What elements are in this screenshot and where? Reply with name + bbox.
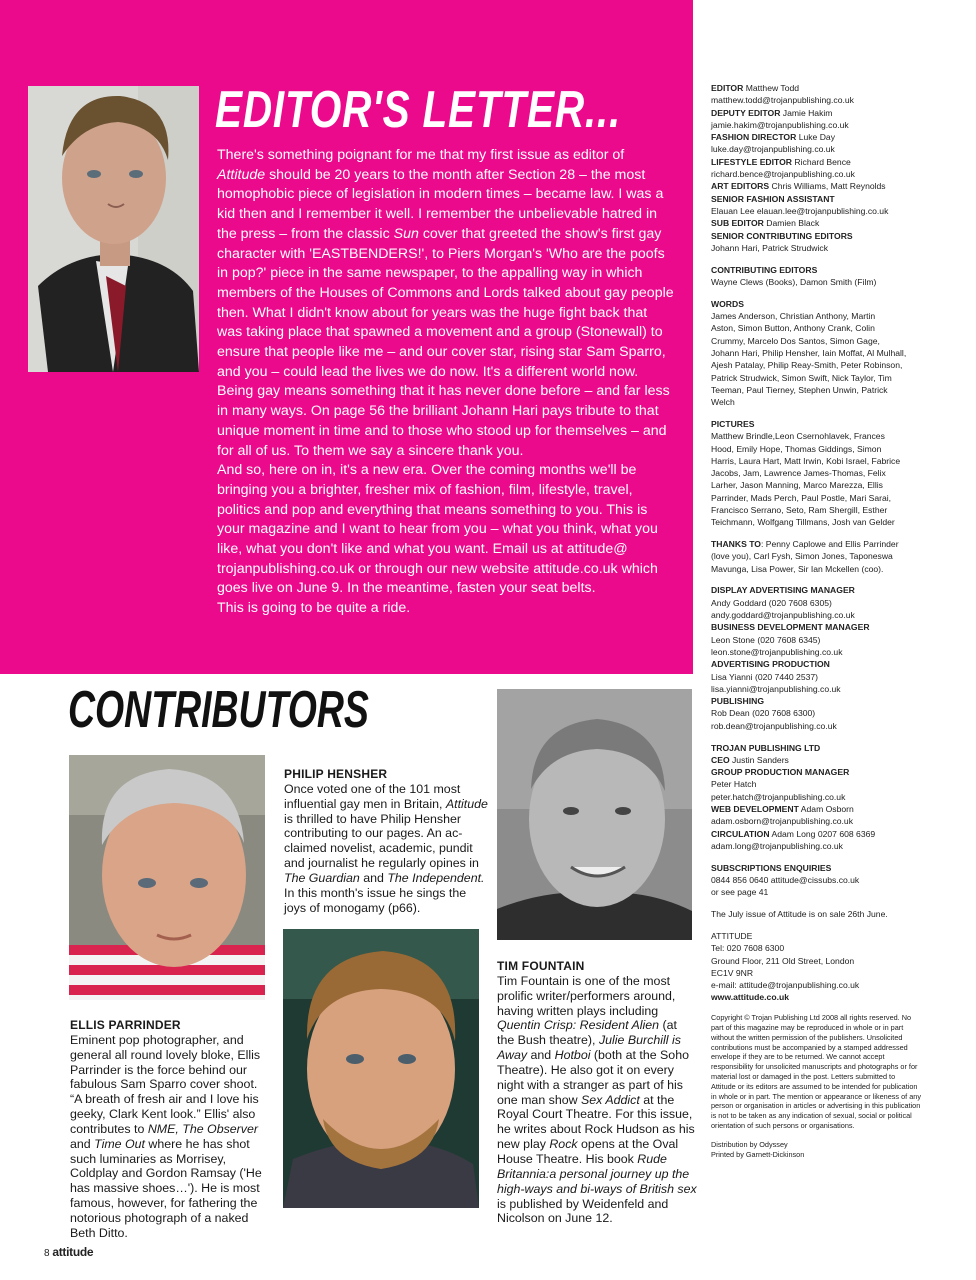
masthead-line: PUBLISHING — [711, 696, 764, 707]
masthead-credits — [711, 82, 921, 1169]
masthead-line: Mavunga, Lisa Power, Sir Ian Mckellen (coo). — [711, 563, 884, 574]
masthead-group — [711, 264, 921, 289]
masthead-line: SENIOR FASHION ASSISTANT — [711, 193, 835, 204]
masthead-line: Johann Hari, Patrick Strudwick — [711, 242, 829, 253]
masthead-line: DISPLAY ADVERTISING MANAGER — [711, 585, 855, 596]
masthead-line: Elauan Lee elauan.lee@trojanpublishing.co.uk — [711, 205, 889, 216]
philip-hensher-photo — [283, 929, 479, 1208]
masthead-line: EDITOR Matthew Todd — [711, 83, 800, 93]
masthead-group — [711, 930, 921, 1004]
masthead-line: Andy Goddard (020 7608 6305) — [711, 597, 832, 608]
masthead-line: Rob Dean (020 7608 6300) — [711, 708, 816, 719]
masthead-group — [711, 538, 921, 575]
masthead-line: WORDS — [711, 298, 744, 309]
masthead-line: LIFESTYLE EDITOR Richard Bence — [711, 156, 851, 167]
masthead-line: ATTITUDE — [711, 930, 753, 941]
masthead-line: e-mail: attitude@trojanpublishing.co.uk — [711, 980, 860, 991]
masthead-line: www.attitude.co.uk — [711, 992, 789, 1003]
contributor-bio-ellis-parrinder — [70, 1018, 270, 1241]
masthead-group — [711, 1013, 921, 1131]
masthead-line: CIRCULATION Adam Long 0207 608 6369 — [711, 828, 876, 839]
masthead-group — [711, 1140, 921, 1160]
contributor-bio-tim-fountain — [497, 959, 697, 1226]
masthead-line: CONTRIBUTING EDITORS — [711, 264, 818, 275]
editor-portrait-photo — [28, 86, 199, 372]
masthead-line: Welch — [711, 397, 735, 408]
masthead-line: FASHION DIRECTOR Luke Day — [711, 132, 836, 143]
masthead-line: luke.day@trojanpublishing.co.uk — [711, 144, 835, 155]
masthead-line: or see page 41 — [711, 887, 769, 898]
masthead-group — [711, 584, 921, 732]
masthead-group — [711, 82, 921, 254]
contributor-name: TIM FOUNTAIN — [497, 959, 585, 973]
masthead-group — [711, 418, 921, 529]
masthead-line: Crummy, Marcelo Dos Santos, Simon Gage, — [711, 335, 880, 346]
editors-letter-paragraph: There's something poignant for me that my first issue as editor of Attitude should be 20 years to the month after Section 28 – the most homophobic piece of legislation in modern times – became law. I was a kid then and I remember it well. I remember the unbelievable hatred in the press – from the classic Sun cover that greeted the show's first gay character with 'EASTBENDERS!', to Piers Morgan's 'Who are the poofs in pop?' piece in the same newspaper, to the appalling way in which members of the Houses of Commons and Lords talked about gay people then. What I didn't know about for years was the huge fight back that was taking place that spawned a movement and a group (Stonewall) to ensure that people like me – and our cover star, rising star Sam Sparro, and you – could lead the lives we do now. It's a different world now. Being gay means something that it has never done before – and far less in many ways. On page 56 the brilliant Johann Hari pays tribute to that unique moment in time and to those who stood up for themselves – and for all of us. To them we say a sincere thank you. — [217, 147, 674, 459]
masthead-line: SENIOR CONTRIBUTING EDITORS — [711, 230, 853, 241]
masthead-line: Jacobs, Jam, Lawrence James-Thomas, Felix — [711, 468, 886, 479]
contributor-bio-text: Tim Fountain is one of the most prolific writer/performers around, having written plays including Quentin Crisp: Resident Alien (at the Bush theatre), Julie Burchill is Away and Hotboi (both at the Soho Theatre). He also got it on every night with a stranger as part of his one man show Sex Addict at the Royal Court Theatre. For this issue, he writes about Rock Hudson as his new play Rock opens at the Oval House Theatre. His book Rude Britannia:a personal journey up the high-ways and bi-ways of British sex is published by Weidenfeld and Nicolson on June 12. — [497, 973, 697, 1226]
masthead-line: THANKS TO: Penny Caplowe and Ellis Parrinder — [711, 539, 899, 550]
editors-letter-paragraph: And so, here on in, it's a new era. Over the coming months we'll be bringing you a brighter, fresher mix of fashion, film, lifestyle, travel, politics and pop and everything that means something to you. This is your magazine and I want to hear from you – what you think, what you like, what you don't like and what you want. Email us at attitude@ trojanpublishing.co.uk or through our new website attitude.co.uk which goes live on June 9. In the meantime, fasten your seat belts. — [217, 462, 658, 597]
masthead-line: Hood, Emily Hope, Thomas Giddings, Simon — [711, 443, 882, 454]
masthead-line: Printed by Garnett-Dickinson — [711, 1150, 805, 1160]
masthead-line: Larher, Jason Manning, Marco Marezza, Ellis — [711, 480, 883, 491]
ellis-parrinder-photo — [69, 755, 265, 1000]
masthead-line: Johann Hari, Philip Hensher, Iain Moffat, Al Mulhall, — [711, 347, 907, 358]
page-number: 8 — [44, 1248, 50, 1259]
masthead-line: Lisa Yianni (020 7440 2537) — [711, 671, 819, 682]
editors-letter-signature: Matthew Todd — [859, 643, 956, 660]
masthead-line: Tel: 020 7608 6300 — [711, 943, 785, 954]
masthead-line: Aston, Simon Button, Anthony Crank, Colin — [711, 323, 875, 334]
masthead-line: jamie.hakim@trojanpublishing.co.uk — [711, 119, 849, 130]
masthead-line: Parrinder, Mads Perch, Paul Postle, Mari Sarai, — [711, 492, 892, 503]
masthead-line: ART EDITORS Chris Williams, Matt Reynolds — [711, 181, 886, 192]
masthead-line: lisa.yianni@trojanpublishing.co.uk — [711, 683, 841, 694]
masthead-line: Patrick Strudwick, Simon Swift, Nick Taylor, Tim — [711, 372, 892, 383]
masthead-line: PICTURES — [711, 418, 755, 429]
masthead-line: Distribution by Odyssey — [711, 1140, 788, 1150]
masthead-group — [711, 908, 921, 920]
contributors-title: CONTRIBUTORS — [68, 681, 369, 739]
masthead-line: TROJAN PUBLISHING LTD — [711, 742, 821, 753]
masthead-line: Ground Floor, 211 Old Street, London — [711, 955, 855, 966]
contributor-name: PHILIP HENSHER — [284, 767, 388, 781]
contributor-bio-text: Once voted one of the 101 most influential gay men in Britain, Attitude is thrilled to have Philip Hensher contributing to our pages. An ac-claimed novelist, academic, pundit and journalist he regularly opines in The Guardian and The Independent. In this month's issue he sings the joys of monogamy (p66). — [284, 781, 488, 915]
masthead-line: richard.bence@trojanpublishing.co.uk — [711, 169, 855, 180]
masthead-line: SUBSCRIPTIONS ENQUIRIES — [711, 862, 832, 873]
masthead-line: Leon Stone (020 7608 6345) — [711, 634, 821, 645]
editors-letter-title: EDITOR'S LETTER... — [215, 81, 622, 139]
masthead-line: Copyright © Trojan Publishing Ltd 2008 all rights reserved. No part of this magazine may be reproduced in whole or in part without the written permission of the publishers. Unsolicited contributions must be accompanied by a stamped addressed envelope if they are to be returned. We cannot accept responsibility for unsolicited manuscripts and photographs or for material lost or damaged in the post. Letters submitted to Attitude or its editors are assumed to be intended for publication in whole or in part. The mention or appearance or likeness of any person or organisation in articles or advertising in this publication is not to be taken as any indication of sexual, social or political orientation of such persons or organisations. — [711, 1013, 921, 1130]
contributor-bio-philip-hensher — [284, 767, 489, 915]
masthead-line: Francisco Serrano, Seto, Ram Shergill, Esther — [711, 505, 888, 515]
masthead-group — [711, 742, 921, 853]
masthead-line: leon.stone@trojanpublishing.co.uk — [711, 646, 843, 657]
contributor-name: ELLIS PARRINDER — [70, 1018, 181, 1032]
footer-brand: attitude — [52, 1245, 94, 1259]
masthead-line: matthew.todd@trojanpublishing.co.uk — [711, 95, 854, 106]
masthead-line: Peter Hatch — [711, 779, 757, 790]
masthead-line: Teeman, Paul Tierney, Stephen Unwin, Patrick — [711, 384, 888, 395]
editors-letter-body — [217, 146, 675, 619]
masthead-line: andy.goddard@trojanpublishing.co.uk — [711, 610, 855, 621]
masthead-line: rob.dean@trojanpublishing.co.uk — [711, 720, 837, 731]
masthead-line: DEPUTY EDITOR Jamie Hakim — [711, 107, 833, 118]
masthead-line: Matthew Brindle,Leon Csernohlavek, Frances — [711, 431, 885, 442]
tim-fountain-photo — [497, 689, 692, 940]
masthead-line: adam.long@trojanpublishing.co.uk — [711, 840, 843, 851]
masthead-line: ADVERTISING PRODUCTION — [711, 659, 830, 670]
masthead-group — [711, 298, 921, 409]
masthead-line: Harris, Laura Hart, Matt Irwin, Kobi Israel, Fabrice — [711, 455, 901, 466]
masthead-line: peter.hatch@trojanpublishing.co.uk — [711, 791, 846, 802]
editors-letter-paragraph: This is going to be quite a ride. — [217, 600, 411, 617]
masthead-line: adam.osborn@trojanpublishing.co.uk — [711, 816, 854, 827]
masthead-line: 0844 856 0640 attitude@cissubs.co.uk — [711, 875, 860, 886]
masthead-group — [711, 862, 921, 899]
masthead-line: James Anderson, Christian Anthony, Martin — [711, 311, 876, 322]
masthead-line: The July issue of Attitude is on sale 26th June. — [711, 909, 888, 920]
masthead-line: SUB EDITOR Damien Black — [711, 218, 820, 229]
masthead-line: Teichmann, Wolfgang Tillmans, Josh van Gelder — [711, 517, 895, 528]
masthead-line: Ajesh Patalay, Philip Reay-Smith, Peter Robinson, — [711, 360, 903, 371]
page-footer — [44, 1245, 93, 1259]
masthead-line: WEB DEVELOPMENT Adam Osborn — [711, 804, 854, 815]
masthead-line: (love you), Carl Fysh, Simon Jones, Taponeswa — [711, 551, 893, 562]
masthead-line: CEO Justin Sanders — [711, 754, 789, 765]
masthead-line: Wayne Clews (Books), Damon Smith (Film) — [711, 276, 877, 287]
masthead-line: EC1V 9NR — [711, 967, 754, 978]
masthead-line: BUSINESS DEVELOPMENT MANAGER — [711, 622, 870, 633]
contributor-bio-text: Eminent pop photographer, and general all round lovely bloke, Ellis Parrinder is the force behind our fabulous Sam Sparro cover shoot. “A breath of fresh air and I love his geeky, Clark Kent look.” Ellis' also contributes to NME, The Observer and Time Out where he has shot such luminaries as Morrisey, Coldplay and Gordon Ramsay ('He has massive shoes…'). He is most famous, however, for fathering the notorious photograph of a naked Beth Ditto. — [70, 1032, 262, 1240]
masthead-line: GROUP PRODUCTION MANAGER — [711, 767, 850, 778]
